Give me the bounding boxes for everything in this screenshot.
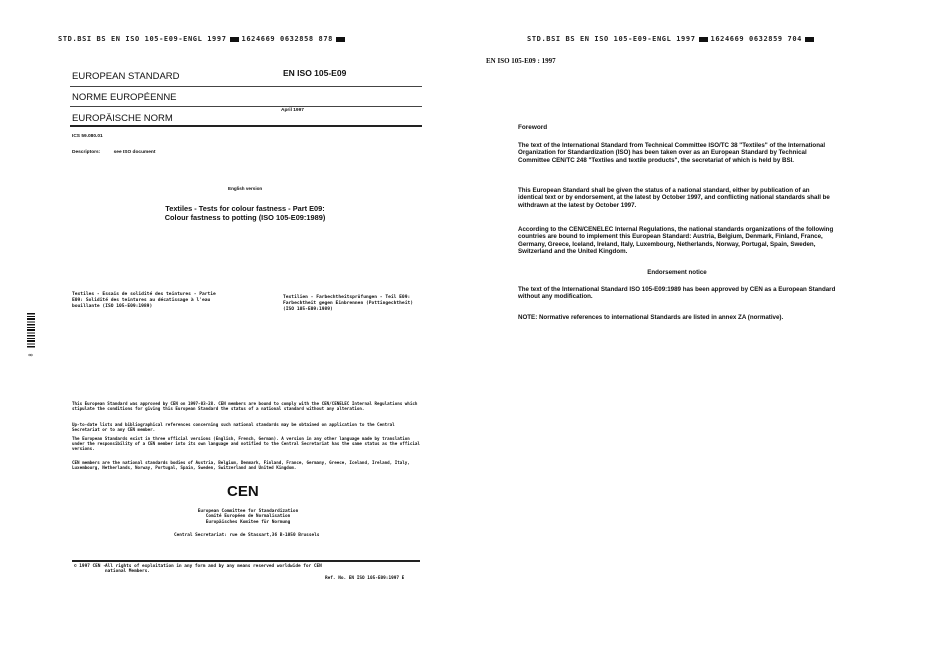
main-title-line-2: Colour fastness to potting (ISO 105-E09:1989) (164, 213, 326, 222)
normative-note: NOTE: Normative references to international Standards are listed in annex ZA (normative). (518, 314, 784, 321)
standard-number: EN ISO 105-E09 (283, 68, 347, 78)
right-page-header (527, 35, 817, 43)
right-header-number: 1624669 0632859 704 (710, 35, 802, 43)
redaction-block (336, 37, 345, 42)
title-de: EUROPÄISCHE NORM (72, 113, 173, 124)
title-en: EUROPEAN STANDARD (72, 71, 180, 82)
title-divider (70, 106, 422, 107)
descriptors-value: see ISO document (113, 150, 156, 155)
descriptors-label: Descriptors: (72, 150, 101, 155)
german-title: Textilien - Farbechtheitsprüfungen - Teil E09: Farbechtheit gegen Einbrennen (Pottingechtheit) (ISO 105-E09:1989) (283, 295, 413, 312)
left-header-number: 1624669 0632858 878 (241, 35, 333, 43)
redaction-block (230, 37, 239, 42)
main-title (150, 204, 340, 222)
version-label: English version (228, 186, 263, 191)
foreword-paragraph-1: The text of the International Standard from Technical Committee ISO/TC 38 "Textiles" of the International Organization for Standardization (ISO) has been taken over as an European Standard by Technical Committee CEN/TC 248 "Textiles and textile products", the secretariat of which is held by BSI. (518, 142, 826, 164)
title-fr: NORME EUROPÉENNE (72, 92, 177, 103)
central-secretariat: Central Secretariat: rue de Stassart,36 B-1050 Brussels (174, 533, 320, 538)
approval-paragraph-3: The European Standards exist in three official versions (English, French, German). A version in any other language made by translation under the responsibility of a CEN member into its own language and notified to the Central Secretariat has the same status as the official versions. (72, 436, 420, 452)
committee-de: Europäisches Komitee für Normung (205, 519, 291, 525)
committee-names (150, 509, 346, 525)
main-title-line-1: Textiles - Tests for colour fastness - Part E09: (165, 204, 325, 213)
approval-paragraph-2: Up-to-date lists and bibliographical references concerning such national standards may be obtained on application to the Central Secretariat or to any CEN member. (72, 422, 395, 433)
descriptors (72, 150, 155, 155)
left-header-line: STD.BSI BS EN ISO 105-E09-ENGL 1997 (58, 35, 227, 43)
foreword-heading: Foreword (518, 124, 548, 131)
ics-code: ICS 59.080.01 (72, 134, 103, 139)
approval-paragraph-4: CEN members are the national standards bodies of Austria, Belgium, Denmark, Finland, France, Germany, Greece, Iceland, Ireland, Italy, Luxembourg, Netherlands, Norway, Portugal, Spain, Sweden, Switzerland and United Kingdom. (72, 460, 410, 471)
publication-date: April 1997 (281, 108, 304, 113)
right-header-line: STD.BSI BS EN ISO 105-E09-ENGL 1997 (527, 35, 696, 43)
french-title: Textiles - Essais de solidité des teintures - Partie E09: Solidité des teintures au décatissage à l'eau bouillante (ISO 105-E09:1989) (72, 292, 216, 309)
foreword-paragraph-2: This European Standard shall be given the status of a national standard, either by publication of an identical text or by endorsement, at the latest by October 1997, and conflicting national standards shall be withdrawn at the latest by October 1997. (518, 187, 830, 209)
committee-fr: Comité Européen de Normalisation (205, 514, 291, 520)
copyright-text: All rights of exploitation in any form and by any means reserved worldwide for CEN national Members. (105, 564, 322, 575)
cen-logo: CEN (227, 483, 259, 500)
endorsement-text: The text of the International Standard ISO 105-E09:1989 has been approved by CEN as a European Standard without any modification. (518, 286, 836, 301)
title-divider-main (70, 125, 422, 127)
copyright-label: © 1997 CEN - (74, 564, 106, 569)
doc-id: EN ISO 105-E09 : 1997 (486, 57, 556, 65)
approval-paragraph-1: This European Standard was approved by CEN on 1997-03-28. CEN members are bound to comply with the CEN/CENELEC Internal Regulations which stipulate the conditions for giving this European Standard the status of a national standard without any alteration. (72, 401, 418, 412)
left-page-header (58, 35, 348, 43)
endorsement-heading: Endorsement notice (647, 269, 707, 276)
title-divider (70, 86, 422, 87)
barcode-icon (27, 313, 35, 348)
footer-divider (72, 560, 420, 562)
redaction-block (699, 37, 708, 42)
reference-number: Ref. No. EN ISO 105-E09:1997 E (325, 576, 405, 581)
foreword-paragraph-3: According to the CEN/CENELEC Internal Regulations, the national standards organizations of the following countries are bound to implement this European Standard: Austria, Belgium, Denmark, Finland, France, Germany, Greece, Iceland, Ireland, Italy, Luxembourg, Netherlands, Norway, Portugal, Spain, Sweden, Switzerland and the United Kingdom. (518, 226, 834, 256)
committee-en: European Committee for Standardization (197, 509, 299, 514)
redaction-block (805, 37, 814, 42)
margin-mark: 8 (28, 353, 35, 357)
standard-titles (72, 66, 180, 129)
